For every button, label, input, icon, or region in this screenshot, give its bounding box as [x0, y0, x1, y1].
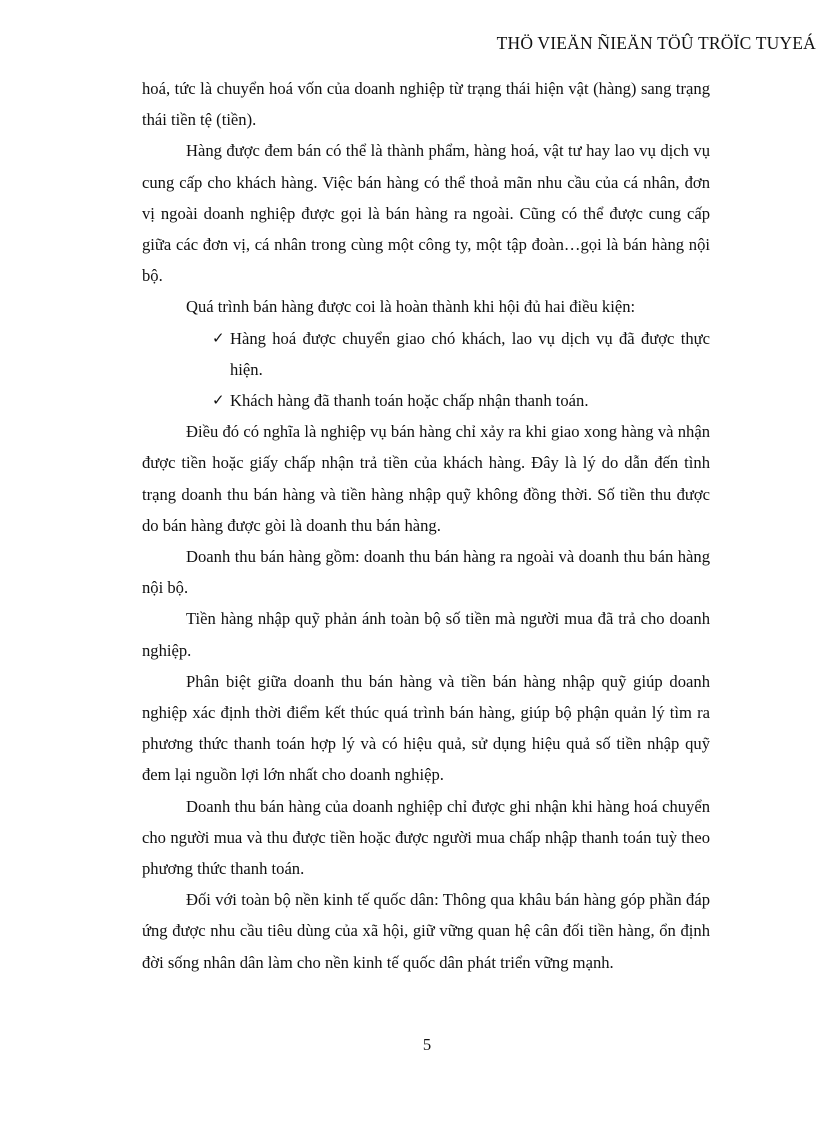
checklist-item [188, 323, 710, 385]
paragraph-9: Đối với toàn bộ nền kinh tế quốc dân: Thông qua khâu bán hàng góp phần đáp ứng được nhu cầu tiêu dùng của xã hội, giữ vững quan hệ cân đối tiền hàng, ổn định đời sống nhân dân làm cho nền kinh tế quốc dân phát triển vững mạnh. [142, 890, 710, 972]
paragraph-3: Quá trình bán hàng được coi là hoàn thành khi hội đủ hai điều kiện: [186, 297, 636, 317]
page-header-title: THÖ VIEÄN ÑIEÄN TÖÛ TRÖÏC TUYEÁ [496, 33, 816, 53]
checklist-item-text: Khách hàng đã thanh toán hoặc chấp nhận thanh toán. [230, 391, 589, 411]
paragraph-6: Tiền hàng nhập quỹ phản ánh toàn bộ số tiền mà người mua đã trả cho doanh nghiệp. [142, 609, 710, 660]
page-number: 5 [422, 1035, 432, 1054]
document-body [142, 73, 710, 978]
paragraph-1: hoá, tức là chuyển hoá vốn của doanh nghiệp từ trạng thái hiện vật (hàng) sang trạng thái tiền tệ (tiền). [142, 79, 710, 130]
paragraph-4: Điều đó có nghĩa là nghiệp vụ bán hàng chỉ xảy ra khi giao xong hàng và nhận được tiền hoặc giấy chấp nhận trả tiền của khách hàng. Đây là lý do dẫn đến tình trạng doanh thu bán hàng và tiền hàng nhập quỹ không đồng thời. Số tiền thu được do bán hàng được gòi là doanh thu bán hàng. [142, 422, 710, 535]
paragraph-5: Doanh thu bán hàng gồm: doanh thu bán hàng ra ngoài và doanh thu bán hàng nội bộ. [142, 547, 710, 598]
check-mark-icon: ✓ [212, 328, 225, 347]
check-mark-icon: ✓ [212, 391, 225, 410]
paragraph-7: Phân biệt giữa doanh thu bán hàng và tiền bán hàng nhập quỹ giúp doanh nghiệp xác định thời điểm kết thúc quá trình bán hàng, giúp bộ phận quản lý tìm ra phương thức thanh toán hợp lý và có hiệu quả, sử dụng hiệu quả số tiền nhập quỹ đem lại nguồn lợi lớn nhất cho doanh nghiệp. [142, 671, 710, 785]
paragraph-8: Doanh thu bán hàng của doanh nghiệp chỉ được ghi nhận khi hàng hoá chuyển cho người mua và thu được tiền hoặc được người mua chấp nhập thanh toán tuỳ theo phương thức thanh toán. [142, 796, 710, 879]
conditions-checklist [142, 323, 710, 417]
paragraph-2: Hàng được đem bán có thể là thành phẩm, hàng hoá, vật tư hay lao vụ dịch vụ cung cấp cho khách hàng. Việc bán hàng có thể thoả mãn nhu cầu của cá nhân, đơn vị ngoài doanh nghiệp được gọi là bán hàng ra ngoài. Cũng có thể được cung cấp giữa các đơn vị, cá nhân trong cùng một công ty, một tập đoàn…gọi là bán hàng nội bộ. [142, 141, 710, 286]
checklist-item-text: Hàng hoá được chuyển giao chó khách, lao vụ dịch vụ đã được thực hiện. [230, 328, 710, 379]
checklist-item [188, 385, 710, 416]
